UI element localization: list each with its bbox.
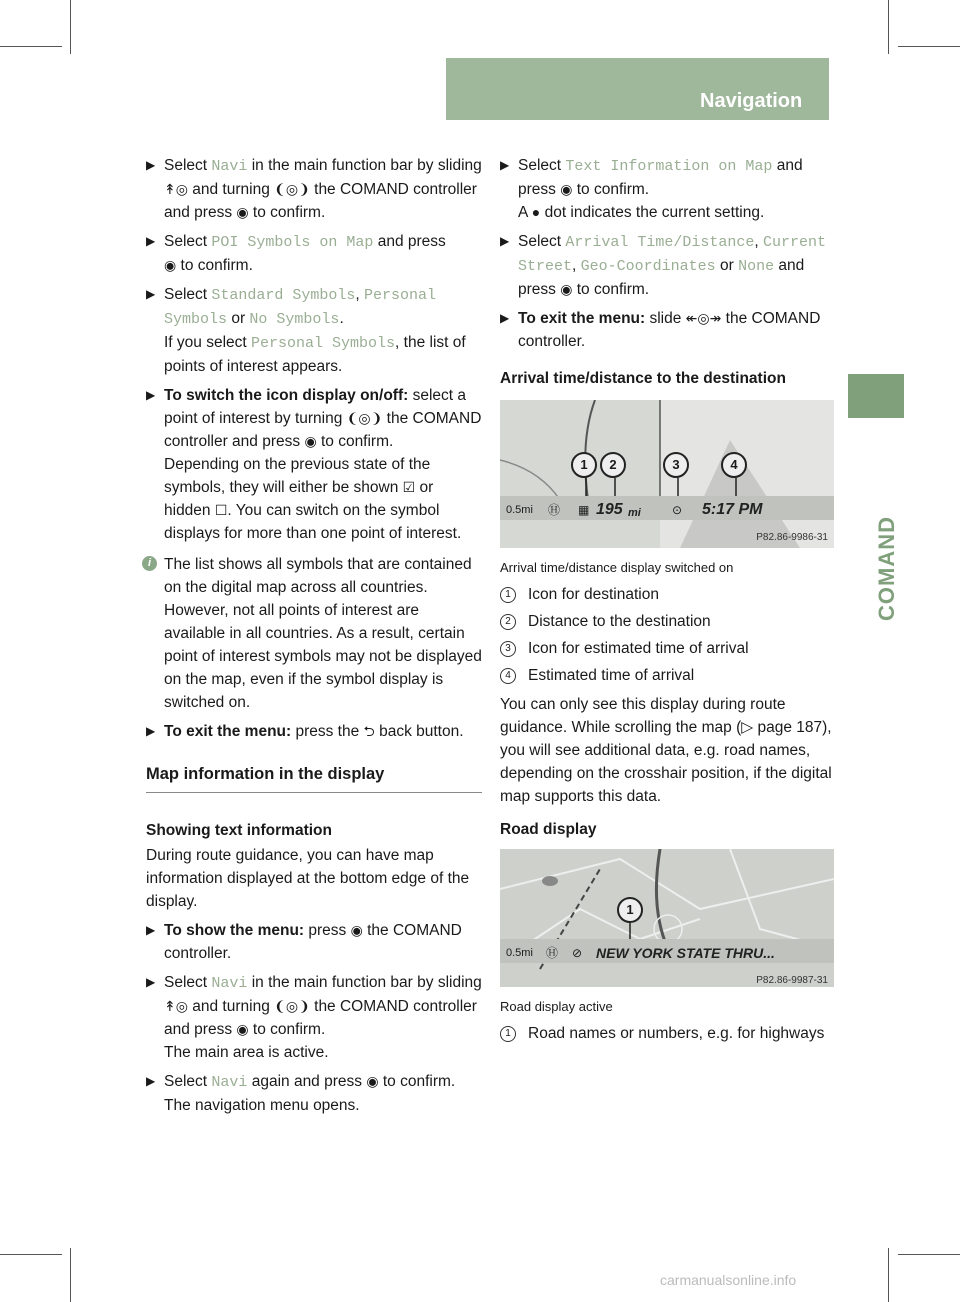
press-icon: ◉ [304,433,317,449]
list-item: 1 Icon for destination [500,583,834,606]
callout-4: 4 [721,452,747,478]
crop-mark [888,1248,889,1302]
step-arrow-icon: ▶ [146,975,156,989]
press-icon: ◉ [560,281,573,297]
turn-icon: ❨◎❩ [274,181,310,197]
compass-icon: Ⓗ [548,503,561,517]
step-select-display-option: ▶ Select Arrival Time/Distance, Current Street, Geo-Coordinates or None and press ◉ to confirm. [500,230,834,301]
slide-up-icon: ↟◎ [164,998,188,1014]
crop-mark [898,1254,960,1255]
compass-icon: Ⓗ [546,946,559,960]
step-select-text-info: ▶ Select Text Information on Map and press ◉ to confirm. A ● dot indicates the current setting. [500,154,834,224]
step-exit-menu: ▶ To exit the menu: press the ⮌ back button. [146,720,482,743]
step-show-menu: ▶ To show the menu: press ◉ the COMAND controller. [146,919,482,965]
callout-2: 2 [600,452,626,478]
heading-arrival-time: Arrival time/distance to the destination [500,370,786,387]
step-select-navi-2: ▶ Select Navi in the main function bar by sliding ↟◎ and turning ❨◎❩ the COMAND controller and press ◉ to confirm. The main area is active. [146,971,482,1064]
figure-code: P82.86-9986-31 [756,532,828,543]
list-item: 2 Distance to the destination [500,610,834,633]
step-select-poi: ▶ Select POI Symbols on Map and press ◉ to confirm. [146,230,482,277]
destination-flag-icon: ▦ [578,503,590,517]
checkbox-checked-icon: ☑ [402,479,416,495]
map-background [500,849,834,987]
back-icon: ⮌ [363,723,375,739]
page-number: 189 [845,92,874,111]
figure-code: P82.86-9987-31 [756,975,828,986]
press-icon: ◉ [350,922,363,938]
arrival-time-value: 5:17 PM [702,501,763,518]
left-column [146,154,482,1123]
step-arrow-icon: ▶ [146,158,156,172]
step-arrow-icon: ▶ [146,724,156,738]
turn-icon: ❨◎❩ [274,998,310,1014]
step-exit-menu-2: ▶ To exit the menu: slide ↞◎↠ the COMAND controller. [500,307,834,353]
distance-value: 195 [596,501,623,518]
checkbox-empty-icon: ☐ [214,502,228,518]
figure-arrival-display [500,400,834,548]
step-arrow-icon: ▶ [500,234,510,248]
press-icon: ◉ [560,181,573,197]
body-paragraph: You can only see this display during route guidance. While scrolling the map (▷ page 187), you will see additional data, e.g. road names, depending on the crosshair position, if the digital map supports this data. [500,696,832,805]
distance-unit: mi [628,507,641,519]
step-select-navi-3: ▶ Select Navi again and press ◉ to confirm. The navigation menu opens. [146,1070,482,1117]
crop-mark [0,46,62,47]
step-arrow-icon: ▶ [146,923,156,937]
figure-road-display [500,849,834,987]
step-select-symbols: ▶ Select Standard Symbols, Personal Symbols or No Symbols. If you select Personal Symbols, the list of points of interest appears. [146,283,482,378]
callout-1: 1 [571,452,597,478]
right-column [500,154,834,1045]
scale-label: 0.5mi [506,504,533,516]
map-info-bar [500,939,834,963]
chapter-tab [848,374,904,418]
page-title: Navigation [700,90,803,112]
step-arrow-icon: ▶ [146,388,156,402]
press-icon: ◉ [366,1073,379,1089]
step-arrow-icon: ▶ [500,311,510,325]
dot-icon: ● [531,204,541,220]
step-arrow-icon: ▶ [500,158,510,172]
step-arrow-icon: ▶ [146,287,156,301]
section-heading: Map information in the display [146,763,482,793]
crop-mark [70,1248,71,1302]
step-arrow-icon: ▶ [146,1074,156,1088]
list-item: 3 Icon for estimated time of arrival [500,637,834,660]
figure-caption: Road display active [500,999,613,1014]
watermark: carmanualsonline.info [660,1272,797,1288]
step-switch-icon-display: ▶ To switch the icon display on/off: select a point of interest by turning ❨◎❩ the COMAND controller and press ◉ to confirm. Depending on the previous state of the symbols, they will either be shown ☑ or hidden ☐. You can switch on the symbol displays for more than one point of interest. [146,384,482,545]
road-icon: ⊘ [572,946,583,960]
press-icon: ◉ [236,204,249,220]
callout-3: 3 [663,452,689,478]
crop-mark [888,0,889,54]
header-separator [829,58,832,120]
crop-mark [898,46,960,47]
map-info-bar [500,496,834,520]
step-select-navi: ▶ Select Navi in the main function bar by sliding ↟◎ and turning ❨◎❩ the COMAND controller and press ◉ to confirm. [146,154,482,224]
slide-left-right-icon: ↞◎↠ [685,310,722,326]
info-note: i The list shows all symbols that are contained on the digital map across all countries. However, not all points of interest are available in all countries. As a result, certain point of interest symbols may not be displayed on the map, even if the symbol display is switched on. [146,553,482,714]
slide-up-icon: ↟◎ [164,181,188,197]
body-paragraph: During route guidance, you can have map information displayed at the bottom edge of the display. [146,847,470,910]
turn-icon: ❨◎❩ [346,410,383,426]
legend-list [500,583,834,687]
chapter-label: COMAND [874,516,899,621]
list-item: 4 Estimated time of arrival [500,664,834,687]
list-item: 1 Road names or numbers, e.g. for highways [500,1022,834,1045]
press-icon: ◉ [236,1021,249,1037]
crop-mark [70,0,71,54]
crop-mark [0,1254,62,1255]
step-arrow-icon: ▶ [146,234,156,248]
figure-caption: Arrival time/distance display switched on [500,560,734,575]
scale-label: 0.5mi [506,947,533,959]
street-name: NEW YORK STATE THRU... [596,945,775,961]
info-icon: i [142,556,157,571]
heading-road-display: Road display [500,821,597,838]
press-icon: ◉ [164,257,177,273]
clock-icon: ⊙ [672,503,683,517]
callout-1: 1 [617,897,643,923]
subsection-heading: Showing text information [146,822,332,839]
